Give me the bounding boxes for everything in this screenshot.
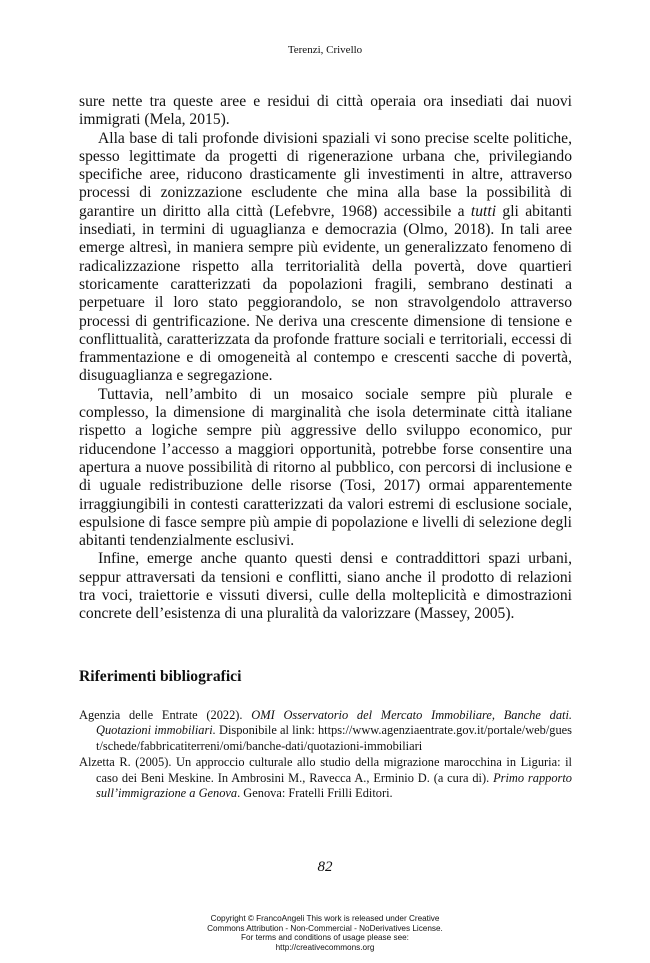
paragraph: Infine, emerge anche quanto questi densi e contraddittori spazi urbani, seppur attraversati da tensioni e conflitti, siano anche il prodotto di relazioni tra voci, traiettorie e vissuti diversi, culle della molteplicità e dimostrazioni concrete dell’esistenza di una pluralità da valorizzare (Massey, 2005). bbox=[79, 550, 572, 623]
license-line: Copyright © FrancoAngeli This work is released under Creative bbox=[210, 914, 440, 923]
reference-title: OMI Osservatorio del Mercato Immobiliare, Banche dati. Quotazioni immobiliari. bbox=[96, 708, 573, 738]
running-head: Terenzi, Crivello bbox=[287, 44, 363, 56]
paragraph: sure nette tra queste aree e residui di città operaia ora insediati dai nuovi immigrati (Mela, 2015). bbox=[79, 93, 572, 129]
license-notice bbox=[0, 914, 650, 952]
reference-item bbox=[79, 708, 572, 754]
license-line: For terms and conditions of usage please see: bbox=[241, 933, 409, 943]
reference-text: Disponibile al link: bbox=[215, 723, 318, 738]
emphasis: tutti bbox=[470, 202, 497, 220]
reference-text: . Genova: Fratelli Frilli Editori. bbox=[237, 786, 393, 801]
reference-link[interactable]: https://www.agenziaentrate.gov.it/portale/web/guest/schede/fabbricatiterreni/omi/banche-dati/quotazioni-immobiliari bbox=[96, 723, 572, 753]
references-list bbox=[79, 708, 572, 802]
reference-text: Alzetta R. (2005). Un approccio culturale allo studio della migrazione marocchina in Liguria: il caso dei Beni Meskine. In Ambrosini M., Ravecca A., Erminio D. (a cura di). bbox=[79, 755, 572, 785]
paragraph: Tuttavia, nell’ambito di un mosaico sociale sempre più plurale e complesso, la dimensione di marginalità che isola determinate città italiane rispetto a logiche sempre più aggressive dello sviluppo economico, pur riducendone l’accesso a maggiori opportunità, potrebbe forse consentire una apertura a nuove possibilità di ritorno al pubblico, con percorsi di inclusione e di uguale redistribuzione delle risorse (Tosi, 2017) ormai apparentemente irraggiungibili in contesti caratterizzati da valori estremi di esclusione sociale, espulsione di fasce sempre più ampie di popolazione e livelli di selezione degli abitanti tendenzialmente esclusivi. bbox=[79, 385, 572, 550]
body-text bbox=[79, 93, 572, 624]
references-heading: Riferimenti bibliografici bbox=[79, 668, 242, 685]
reference-item bbox=[79, 755, 572, 801]
license-line: Commons Attribution - Non-Commercial - NoDerivatives License. bbox=[207, 923, 443, 933]
paragraph-text: Alla base di tali profonde divisioni spaziali vi sono precise scelte politiche, spesso legittimate da progetti di rigenerazione urbana che, privilegiando specifiche aree, riducono drasticamente gli investimenti in altre, attraverso processi di zonizzazione escludente che mina alla base la possibilità di garantire un diritto alla città (Lefebvre, 1968) accessibile a bbox=[79, 129, 572, 220]
license-link[interactable]: http://creativecommons.org bbox=[275, 942, 375, 952]
reference-title: Primo rapporto sull’immigrazione a Genova bbox=[96, 770, 572, 801]
paragraph-text: gli abitanti insediati, in termini di uguaglianza e democrazia (Olmo, 2018). In tali aree emerge altresì, in maniera sempre più evidente, un generalizzato fenomeno di radicalizzazione rispetto alla territorialità della povertà, dove quartieri storicamente caratterizzati da popolazioni fragili, sembrano destinati a perpetuare il loro stato peggiorandolo, se non stravolgendolo attraverso processi di gentrificazione. Ne deriva una crescente dimensione di tensione e conflittualità, caratterizzata da profonde fratture sociali e territoriali, eccessi di frammentazione e di omogeneità al contempo e crescenti sacche di povertà, disuguaglianza e segregazione. bbox=[79, 202, 572, 385]
paragraph bbox=[79, 130, 572, 386]
page-number: 82 bbox=[317, 859, 333, 875]
reference-text: Agenzia delle Entrate (2022). bbox=[79, 708, 252, 722]
